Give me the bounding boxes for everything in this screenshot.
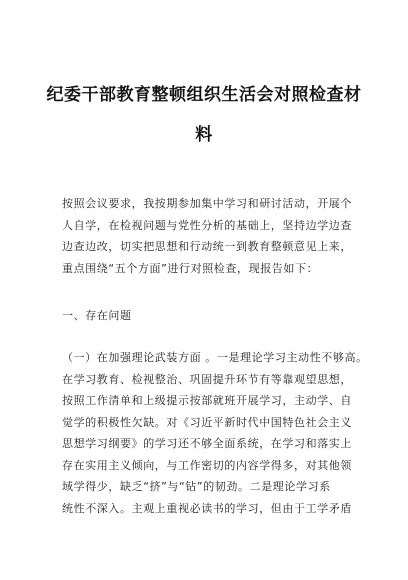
body-line: 思想学习纲要》的学习还不够全面系统，在学习和落实上 [62,437,352,450]
body-line: （一）在加强理论武装方面 。一是理论学习主动性不够高。 [62,351,368,364]
section-heading-text: 一、存在问题 [62,309,132,322]
document-title-line-1: 纪委干部教育整顿组织生活会对照检查材 [46,85,362,105]
document-title-line-2: 料 [195,125,213,145]
intro-line: 人自学，在检视问题与党性分析的基础上，坚持边学边查 [62,218,352,232]
intro-line: 按照会议要求，我按期参加集中学习和研讨活动，开展个 [62,197,352,210]
intro-line: 重点围绕“五个方面”进行对照检查，现报告如下： [62,261,319,275]
intro-line: 边查边改，切实把思想和行动统一到教育整顿意见上来， [62,240,352,253]
body-line: 在学习教育、检视整治、巩固提升环节有等靠观望思想， [62,372,352,386]
body-paragraph [62,347,368,519]
body-line: 统性不深入。主观上重视必读书的学习，但由于工学矛盾 [62,501,352,515]
body-line: 域学得少，缺乏“挤”与“钻”的韧劲。二是理论学习系 [62,480,331,493]
intro-paragraph [62,193,354,279]
body-line: 觉学的积极性欠缺。对《习近平新时代中国特色社会主义 [62,415,352,429]
body-line: 按照工作清单和上级提示按部就班开展学习，主动学、自 [62,394,352,407]
body-line: 存在实用主义倾向，与工作密切的内容学得多，对其他领 [62,458,352,472]
section-heading [62,305,354,327]
